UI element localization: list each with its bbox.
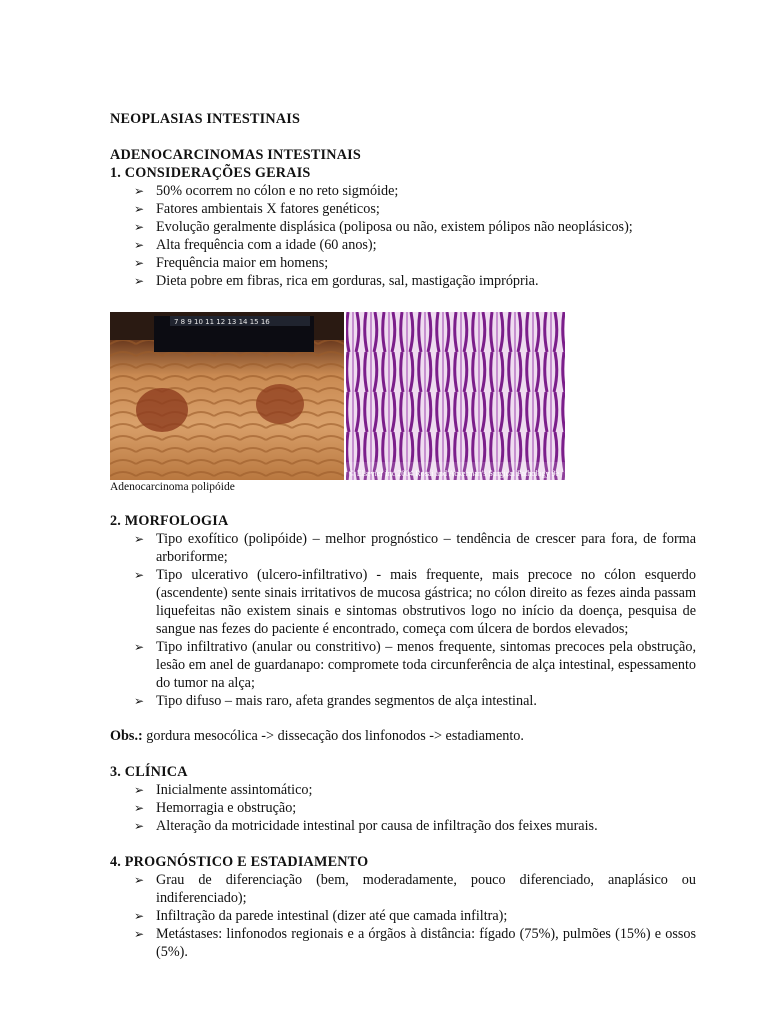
- section-heading-prognostico: 4. PROGNÓSTICO E ESTADIAMENTO: [110, 854, 369, 870]
- obs-label: Obs.:: [110, 728, 143, 744]
- bullet-arrow-icon: ➢: [134, 783, 145, 797]
- bullet-arrow-icon: ➢: [134, 532, 145, 546]
- ruler-numbers: 7 8 9 10 11 12 13 14 15 16: [174, 318, 270, 326]
- list-item: ➢ Infiltração da parede intestinal (dizer até que camada infiltra);: [134, 908, 508, 924]
- list-item: ➢ Inicialmente assintomático;: [134, 782, 313, 798]
- bullet-arrow-icon: ➢: [134, 256, 145, 270]
- bullet-arrow-icon: ➢: [134, 801, 145, 815]
- list-item: ➢ Fatores ambientais X fatores genéticos;: [134, 201, 380, 217]
- bullet-arrow-icon: ➢: [134, 873, 145, 887]
- bullet-arrow-icon: ➢: [134, 927, 145, 941]
- bullet-arrow-icon: ➢: [134, 819, 145, 833]
- bullet-arrow-icon: ➢: [134, 238, 145, 252]
- pathology-figure: [110, 312, 565, 480]
- bullet-arrow-icon: ➢: [134, 909, 145, 923]
- list-item: ➢ Frequência maior em homens;: [134, 255, 329, 271]
- bullet-arrow-icon: ➢: [134, 694, 145, 708]
- pathology-image: [110, 312, 565, 480]
- image-credit: © Elsevier Inc 2004 Rosai and Ackerman's Surgical Pathology 9e: [348, 469, 559, 478]
- list-item: ➢ Hemorragia e obstrução;: [134, 800, 297, 816]
- list-item: ➢ Tipo infiltrativo (anular ou constritivo) – menos frequente, sintomas precoces pela obstrução, lesão em anel de guardanapo: compromete toda circunferência de alça intestinal, espessamento do tumor na alça;: [134, 639, 696, 691]
- figure-caption: Adenocarcinoma polipóide: [110, 481, 235, 493]
- section-heading-morfologia: 2. MORFOLOGIA: [110, 513, 229, 529]
- document-subtitle: ADENOCARCINOMAS INTESTINAIS: [110, 147, 361, 163]
- bullet-arrow-icon: ➢: [134, 202, 145, 216]
- list-item: ➢ Metástases: linfonodos regionais e a órgãos à distância: fígado (75%), pulmões (15%) e ossos (5%).: [134, 926, 696, 960]
- obs-note: [110, 727, 524, 745]
- obs-text: gordura mesocólica -> dissecação dos linfonodos -> estadiamento.: [142, 728, 524, 744]
- list-item: ➢ Tipo ulcerativo (ulcero-infiltrativo) - mais frequente, mais precoce no cólon esquerdo (ascendente) sente sinais irritativos de mucosa gástrica; no cólon direito as fezes ainda passam liquefeitas não existem sinais e sintomas obstrutivos logo no início da doença, pesquisa de sangue nas fezes do paciente é encontrado, começa com úlcera de bordos elevados;: [134, 567, 696, 637]
- list-item: ➢ Evolução geralmente displásica (poliposa ou não, existem pólipos não neoplásicos);: [134, 219, 633, 235]
- bullet-arrow-icon: ➢: [134, 220, 145, 234]
- list-item: ➢ Alta frequência com a idade (60 anos);: [134, 237, 377, 253]
- list-item: ➢ Grau de diferenciação (bem, moderadamente, pouco diferenciado, anaplásico ou indiferenciado);: [134, 872, 696, 906]
- bullet-arrow-icon: ➢: [134, 274, 145, 288]
- list-item: ➢ Tipo exofítico (polipóide) – melhor prognóstico – tendência de crescer para fora, de forma arboriforme;: [134, 531, 696, 565]
- list-consideracoes: [134, 182, 696, 290]
- document-title: NEOPLASIAS INTESTINAIS: [110, 111, 301, 127]
- list-item: ➢ Alteração da motricidade intestinal por causa de infiltração dos feixes murais.: [134, 818, 598, 834]
- list-prognostico: [134, 871, 696, 961]
- section-heading-clinica: 3. CLÍNICA: [110, 764, 188, 780]
- list-item: ➢ Dieta pobre em fibras, rica em gorduras, sal, mastigação imprópria.: [134, 273, 539, 289]
- list-morfologia: [134, 530, 696, 710]
- section-heading-consideracoes: 1. CONSIDERAÇÕES GERAIS: [110, 165, 311, 181]
- list-item: ➢ Tipo difuso – mais raro, afeta grandes segmentos de alça intestinal.: [134, 693, 537, 709]
- bullet-arrow-icon: ➢: [134, 184, 145, 198]
- bullet-arrow-icon: ➢: [134, 568, 145, 582]
- bullet-arrow-icon: ➢: [134, 640, 145, 654]
- list-clinica: [134, 781, 696, 835]
- list-item: ➢ 50% ocorrem no cólon e no reto sigmóide;: [134, 183, 399, 199]
